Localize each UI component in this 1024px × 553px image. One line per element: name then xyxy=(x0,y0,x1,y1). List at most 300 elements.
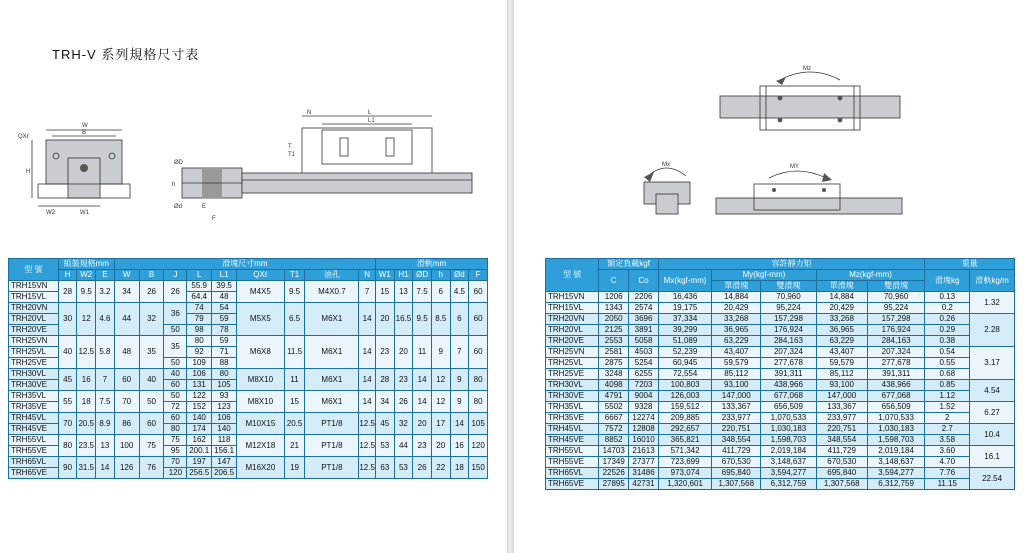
model-cell: TRH15VN xyxy=(9,281,59,292)
table-cell: 176,924 xyxy=(867,325,925,336)
table-header-row xyxy=(546,270,1015,281)
table-row xyxy=(546,369,1015,380)
table-cell: 70,960 xyxy=(761,292,816,303)
right-page xyxy=(514,0,1024,553)
table-cell: 13 xyxy=(96,435,115,457)
table-cell: 3,594,277 xyxy=(867,468,925,479)
table-cell: 156.1 xyxy=(212,446,237,457)
table-cell: 70,960 xyxy=(867,292,925,303)
table-cell: M6X1 xyxy=(305,336,359,369)
table-header: My(kgf-mm) xyxy=(712,270,816,281)
table-cell: 197 xyxy=(187,457,212,468)
table-header: 組裝規格mm xyxy=(58,259,114,270)
table-header: N xyxy=(359,270,376,281)
table-header: F xyxy=(469,270,488,281)
table-cell: 80 xyxy=(469,369,488,391)
model-cell: TRH45VE xyxy=(546,435,599,446)
page-title: TRH-V 系列規格尺寸表 xyxy=(52,47,200,62)
table-row xyxy=(546,325,1015,336)
table-cell: 973,074 xyxy=(658,468,711,479)
table-cell: 27895 xyxy=(599,479,629,490)
table-cell: 365,821 xyxy=(658,435,711,446)
rail-weight-cell: 4.54 xyxy=(970,380,1015,402)
table-header: 滑軌mm xyxy=(375,259,487,270)
dim-label: L1 xyxy=(368,118,375,124)
moment-label: Mx xyxy=(662,162,670,168)
table-cell: 1.12 xyxy=(925,391,970,402)
model-cell: TRH25VN xyxy=(9,336,59,347)
table-cell: 1,030,183 xyxy=(867,424,925,435)
spec-table xyxy=(8,258,488,479)
model-cell: TRH45VL xyxy=(9,413,59,424)
table-cell: 14703 xyxy=(599,446,629,457)
table-cell: 209,885 xyxy=(658,413,711,424)
table-cell: 174 xyxy=(187,424,212,435)
table-cell: 60 xyxy=(164,413,187,424)
table-cell: 0.54 xyxy=(925,347,970,358)
table-cell: 1,030,183 xyxy=(761,424,816,435)
table-cell: 3.2 xyxy=(96,281,115,303)
table-cell: M8X10 xyxy=(237,391,285,413)
table-cell: 9 xyxy=(450,391,469,413)
table-row xyxy=(9,457,488,468)
table-cell: 60 xyxy=(469,281,488,303)
table-header: 容許靜力矩 xyxy=(658,259,924,270)
table-cell: 6,312,759 xyxy=(761,479,816,490)
table-cell: 670,530 xyxy=(816,457,867,468)
table-cell: 0.85 xyxy=(925,380,970,391)
table-cell: 17349 xyxy=(599,457,629,468)
table-cell: 2 xyxy=(925,413,970,424)
model-cell: TRH20VL xyxy=(9,314,59,325)
table-cell: 131 xyxy=(187,380,212,391)
table-cell: 48 xyxy=(114,336,139,369)
table-cell: 1,307,568 xyxy=(712,479,761,490)
table-cell: 0.13 xyxy=(925,292,970,303)
table-cell: 60 xyxy=(139,413,164,435)
table-cell: 150 xyxy=(469,457,488,479)
table-cell: 16010 xyxy=(629,435,659,446)
table-cell: 1.52 xyxy=(925,402,970,413)
dim-label: B xyxy=(82,130,87,136)
table-cell: 7572 xyxy=(599,424,629,435)
table-cell: 2206 xyxy=(629,292,659,303)
table-cell: 32 xyxy=(139,303,164,336)
table-cell: M6X1 xyxy=(305,303,359,336)
table-cell: 4.6 xyxy=(96,303,115,336)
table-cell: 22 xyxy=(431,457,450,479)
table-cell: 391,311 xyxy=(761,369,816,380)
model-cell: TRH20VL xyxy=(546,325,599,336)
dim-label: F xyxy=(212,216,216,222)
model-cell: TRH65VE xyxy=(546,479,599,490)
table-cell: 53 xyxy=(394,457,413,479)
table-cell: 4.70 xyxy=(925,457,970,468)
table-cell: 5502 xyxy=(599,402,629,413)
table-cell: 32 xyxy=(394,413,413,435)
table-row xyxy=(9,369,488,380)
table-cell: 120 xyxy=(164,468,187,479)
dim-label: L xyxy=(368,110,372,116)
dim-label: T1 xyxy=(288,152,296,158)
table-cell: 126,003 xyxy=(658,391,711,402)
table-header: 雙滑塊 xyxy=(761,281,816,292)
table-cell: 147,000 xyxy=(712,391,761,402)
table-cell: 9 xyxy=(431,336,450,369)
table-cell: M6X1 xyxy=(305,369,359,391)
table-cell: 8.9 xyxy=(96,413,115,435)
table-cell: 36,965 xyxy=(816,325,867,336)
table-cell: 277,678 xyxy=(761,358,816,369)
table-cell: 16 xyxy=(450,435,469,457)
table-cell: 28 xyxy=(58,281,77,303)
table-cell: 20 xyxy=(375,303,394,336)
table-cell: 15 xyxy=(375,281,394,303)
table-cell: 12 xyxy=(77,303,96,336)
table-cell: 4.5 xyxy=(450,281,469,303)
model-cell: TRH65VL xyxy=(9,457,59,468)
table-cell: 95 xyxy=(164,446,187,457)
table-cell: 22526 xyxy=(599,468,629,479)
table-cell: 11.15 xyxy=(925,479,970,490)
table-cell: 60 xyxy=(469,336,488,369)
table-cell: 45 xyxy=(58,369,77,391)
table-cell: 59 xyxy=(212,336,237,347)
table-header: W xyxy=(114,270,139,281)
table-cell: 92 xyxy=(187,347,212,358)
table-row xyxy=(9,413,488,424)
table-cell: 59,579 xyxy=(712,358,761,369)
table-header-row xyxy=(9,259,488,270)
table-cell: 120 xyxy=(469,435,488,457)
table-cell: 133,367 xyxy=(712,402,761,413)
table-cell: 677,068 xyxy=(761,391,816,402)
dim-label: ØD xyxy=(174,160,183,166)
table-cell: 50 xyxy=(164,391,187,402)
table-cell: 9.5 xyxy=(284,281,305,303)
table-cell: 126 xyxy=(114,457,139,479)
table-cell: 28 xyxy=(375,369,394,391)
table-cell: 59,579 xyxy=(816,358,867,369)
table-cell: 6.5 xyxy=(284,303,305,336)
table-cell: 12 xyxy=(431,391,450,413)
table-cell: 12 xyxy=(431,369,450,391)
table-row xyxy=(9,336,488,347)
model-cell: TRH15VL xyxy=(9,292,59,303)
model-cell: TRH35VL xyxy=(9,391,59,402)
table-cell: 3,594,277 xyxy=(761,468,816,479)
table-cell: 9 xyxy=(450,369,469,391)
model-cell: TRH25VL xyxy=(9,347,59,358)
table-cell: 6 xyxy=(431,281,450,303)
table-header: H xyxy=(58,270,77,281)
table-cell: 37,334 xyxy=(658,314,711,325)
table-cell: 2,019,184 xyxy=(761,446,816,457)
dim-label: h xyxy=(172,182,176,188)
table-cell: 656,509 xyxy=(761,402,816,413)
table-cell: 80 xyxy=(469,391,488,413)
table-cell: M4X5 xyxy=(237,281,285,303)
table-cell: 33,268 xyxy=(816,314,867,325)
model-cell: TRH30VL xyxy=(9,369,59,380)
table-cell: 35 xyxy=(164,336,187,358)
table-cell: PT1/8 xyxy=(305,457,359,479)
table-row xyxy=(546,435,1015,446)
table-cell: 7 xyxy=(96,369,115,391)
rail-section xyxy=(182,168,242,198)
model-cell: TRH65VE xyxy=(9,468,59,479)
table-cell: 20 xyxy=(394,336,413,369)
table-cell: 63,229 xyxy=(816,336,867,347)
table-cell: 3,148,637 xyxy=(867,457,925,468)
table-cell: 411,729 xyxy=(712,446,761,457)
table-cell: 2875 xyxy=(599,358,629,369)
table-row xyxy=(546,402,1015,413)
table-cell: 438,966 xyxy=(761,380,816,391)
table-cell: 105 xyxy=(469,413,488,435)
model-cell: TRH55VE xyxy=(9,446,59,457)
table-row xyxy=(546,314,1015,325)
table-cell: 277,678 xyxy=(867,358,925,369)
model-cell: TRH55VL xyxy=(9,435,59,446)
table-cell: 571,342 xyxy=(658,446,711,457)
mx-diagram xyxy=(636,158,706,220)
table-cell: 206.5 xyxy=(212,468,237,479)
table-cell: 60 xyxy=(114,369,139,391)
model-cell: TRH15VL xyxy=(546,303,599,314)
table-cell: 45 xyxy=(375,413,394,435)
model-cell: TRH25VE xyxy=(546,369,599,380)
table-cell: 292,657 xyxy=(658,424,711,435)
rail-weight-cell: 2.28 xyxy=(970,314,1015,347)
table-cell: 6,312,759 xyxy=(867,479,925,490)
table-cell: 20.5 xyxy=(284,413,305,435)
table-cell: 20.5 xyxy=(77,413,96,435)
model-cell: TRH65VL xyxy=(546,468,599,479)
table-cell: 51,089 xyxy=(658,336,711,347)
table-header: 額定負載kgf xyxy=(599,259,659,270)
table-cell: 12274 xyxy=(629,413,659,424)
table-cell: 50 xyxy=(139,391,164,413)
table-header: Co xyxy=(629,270,659,292)
table-cell: 12.5 xyxy=(359,413,376,435)
table-cell: 1,307,568 xyxy=(816,479,867,490)
table-cell: 70 xyxy=(58,413,77,435)
table-cell: 1,070,533 xyxy=(761,413,816,424)
table-cell: 20 xyxy=(431,435,450,457)
table-cell: 60,945 xyxy=(658,358,711,369)
table-cell: 157,298 xyxy=(867,314,925,325)
dim-label: T xyxy=(288,144,292,150)
table-cell: 70 xyxy=(164,457,187,468)
model-cell: TRH55VE xyxy=(546,457,599,468)
table-cell: 26 xyxy=(139,281,164,303)
table-cell: 80 xyxy=(58,435,77,457)
table-cell: 6 xyxy=(450,303,469,336)
moment-label: MY xyxy=(790,164,799,170)
table-cell: 220,751 xyxy=(816,424,867,435)
table-header: h xyxy=(431,270,450,281)
table-cell: 78 xyxy=(212,325,237,336)
table-header: QXℓ xyxy=(237,270,285,281)
table-cell: 9328 xyxy=(629,402,659,413)
table-cell: 19 xyxy=(284,457,305,479)
table-cell: 9.5 xyxy=(413,303,432,336)
table-cell: 72 xyxy=(164,402,187,413)
table-row xyxy=(9,281,488,292)
table-cell: 8.5 xyxy=(431,303,450,336)
table-cell: 80 xyxy=(212,369,237,380)
table-row xyxy=(9,435,488,446)
table-cell: 3.60 xyxy=(925,446,970,457)
table-header: 滑塊尺寸mm xyxy=(114,259,375,270)
table-cell: 55.9 xyxy=(187,281,212,292)
table-cell: 2050 xyxy=(599,314,629,325)
table-cell: 12808 xyxy=(629,424,659,435)
page-spine xyxy=(507,0,514,553)
table-row xyxy=(546,292,1015,303)
table-cell: 133,367 xyxy=(816,402,867,413)
dim-label: E xyxy=(202,204,207,210)
table-cell: 33,268 xyxy=(712,314,761,325)
table-cell: 3248 xyxy=(599,369,629,380)
table-cell: 256.5 xyxy=(187,468,212,479)
table-cell: 3.58 xyxy=(925,435,970,446)
table-cell: 176,924 xyxy=(761,325,816,336)
table-cell: 79 xyxy=(187,314,212,325)
table-cell: 1,598,703 xyxy=(867,435,925,446)
rail-weight-cell: 6.27 xyxy=(970,402,1015,424)
table-row xyxy=(546,358,1015,369)
model-cell: TRH35VE xyxy=(9,402,59,413)
table-cell: PT1/8 xyxy=(305,413,359,435)
table-cell: 75 xyxy=(139,435,164,457)
table-header: L1 xyxy=(212,270,237,281)
table-cell: 14 xyxy=(413,369,432,391)
table-cell: 391,311 xyxy=(867,369,925,380)
table-cell: 100 xyxy=(114,435,139,457)
table-row xyxy=(546,391,1015,402)
table-cell: 40 xyxy=(139,369,164,391)
dim-label: Ød xyxy=(174,204,183,210)
table-cell: 348,554 xyxy=(712,435,761,446)
table-cell: 93,100 xyxy=(712,380,761,391)
table-cell: 5.8 xyxy=(96,336,115,369)
table-cell: 23 xyxy=(394,369,413,391)
table-cell: 2,019,184 xyxy=(867,446,925,457)
table-cell: 2574 xyxy=(629,303,659,314)
table-cell: 52,239 xyxy=(658,347,711,358)
table-cell: 39.5 xyxy=(212,281,237,292)
load-table xyxy=(545,258,1015,490)
table-header-row xyxy=(546,259,1015,270)
table-cell: 26 xyxy=(164,281,187,303)
table-cell: 105 xyxy=(212,380,237,391)
table-header: J xyxy=(164,270,187,281)
table-cell: 140 xyxy=(212,424,237,435)
table-cell: M10X15 xyxy=(237,413,285,435)
table-cell: 55 xyxy=(58,391,77,413)
table-cell: 14 xyxy=(359,369,376,391)
table-cell: 695,840 xyxy=(816,468,867,479)
table-cell: M12X18 xyxy=(237,435,285,457)
table-header: Mx(kgf-mm) xyxy=(658,270,711,292)
table-cell: 35 xyxy=(139,336,164,369)
table-cell: 233,977 xyxy=(816,413,867,424)
table-cell: 75 xyxy=(164,435,187,446)
table-row xyxy=(9,303,488,314)
table-cell: 11 xyxy=(284,369,305,391)
table-cell: 23 xyxy=(375,336,394,369)
table-cell: 140 xyxy=(187,413,212,424)
table-cell: 93,100 xyxy=(816,380,867,391)
table-cell: 26 xyxy=(394,391,413,413)
table-cell: 207,324 xyxy=(867,347,925,358)
table-header: 雙滑塊 xyxy=(867,281,925,292)
table-cell: 44 xyxy=(114,303,139,336)
table-cell: 12.5 xyxy=(359,457,376,479)
model-cell: TRH20VE xyxy=(9,325,59,336)
table-cell: 670,530 xyxy=(712,457,761,468)
table-cell: 207,324 xyxy=(761,347,816,358)
table-cell: 11.5 xyxy=(284,336,305,369)
table-cell: 147,000 xyxy=(816,391,867,402)
table-cell: 3,148,637 xyxy=(761,457,816,468)
model-cell: TRH25VL xyxy=(546,358,599,369)
model-cell: TRH20VN xyxy=(546,314,599,325)
table-header: 油孔 xyxy=(305,270,359,281)
table-row xyxy=(546,424,1015,435)
table-cell: 7203 xyxy=(629,380,659,391)
table-row xyxy=(546,446,1015,457)
table-header: 型 號 xyxy=(9,259,59,281)
table-cell: 90 xyxy=(58,457,77,479)
table-cell: 7 xyxy=(359,281,376,303)
table-cell: 85,112 xyxy=(816,369,867,380)
my-diagram xyxy=(714,160,904,222)
table-cell: 109 xyxy=(187,358,212,369)
table-cell: 4503 xyxy=(629,347,659,358)
dim-label: H xyxy=(26,169,31,175)
table-cell: 64.4 xyxy=(187,292,212,303)
mz-diagram xyxy=(710,58,910,148)
table-header: H1 xyxy=(394,270,413,281)
model-cell: TRH30VE xyxy=(546,391,599,402)
table-cell: 40 xyxy=(58,336,77,369)
table-cell: 233,977 xyxy=(712,413,761,424)
table-cell: 17 xyxy=(431,413,450,435)
table-cell: 0.2 xyxy=(925,303,970,314)
table-row xyxy=(546,479,1015,490)
table-header: ØD xyxy=(413,270,432,281)
table-cell: 162 xyxy=(187,435,212,446)
table-cell: 2581 xyxy=(599,347,629,358)
rail-weight-cell: 3.17 xyxy=(970,347,1015,380)
model-cell: TRH45VL xyxy=(546,424,599,435)
table-cell: 6667 xyxy=(599,413,629,424)
table-cell: 85,112 xyxy=(712,369,761,380)
table-cell: 14 xyxy=(359,303,376,336)
table-header: L xyxy=(187,270,212,281)
table-cell: 0.29 xyxy=(925,325,970,336)
table-cell: 348,554 xyxy=(816,435,867,446)
dim-label: N xyxy=(307,110,312,116)
table-cell: 14 xyxy=(96,457,115,479)
table-cell: 11 xyxy=(413,336,432,369)
table-cell: 93 xyxy=(212,391,237,402)
table-cell: 438,966 xyxy=(867,380,925,391)
table-cell: 40 xyxy=(164,369,187,380)
